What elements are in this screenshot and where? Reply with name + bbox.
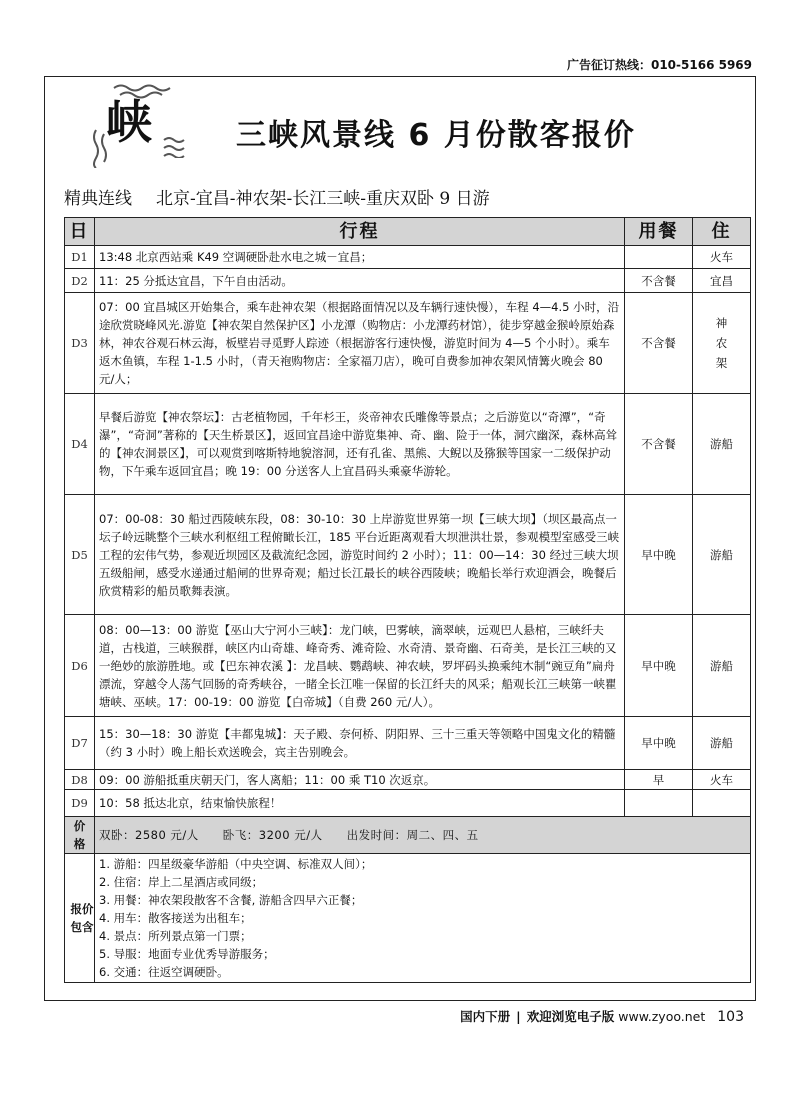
route-subtitle [64,184,490,209]
meal-cell: 早中晚 [625,615,693,717]
page-title: 三峡风景线 6 月份散客报价 [236,118,636,153]
list-item: 5. 导服：地面专业优秀导游服务； [99,947,275,961]
table-header-row [65,218,751,246]
price-sleeper-fly: 卧飞：3200 元/人 [222,828,323,842]
day-cell: D4 [65,394,95,495]
itinerary-cell: 15：30—18：30 游览【丰都鬼城】：天子殿、奈何桥、阴阳界、三十三重天等领略中国鬼文化的精髓（约 3 小时）晚上船长欢送晚会，宾主告别晚会。 [95,717,625,770]
itinerary-cell: 08：00—13：00 游览【巫山大宁河小三峡】：龙门峡，巴雾峡，滴翠峡，远观巴人悬棺，三峡纤夫道，古栈道，三峡猴群，峡区内山奇雄、峰奇秀、滩奇险、水奇清、景奇幽、石奇美，是长江三峡的又一绝妙的旅游胜地。或【巴东神农溪 】：龙昌峡、鹦鹉峡、神农峡，罗坪码头换乘纯木制“豌豆角”扁舟漂流，穿越令人荡气回肠的奇秀峡谷，一睹全长江唯一保留的长江纤夫的风采；船观长江三峡第一峡瞿塘峡、巫峡。17：00-19：00 游览【白帝城】（自费 260 元/人）。 [95,615,625,717]
day-cell: D2 [65,269,95,293]
table-row [65,495,751,615]
list-item: 4. 用车：散客接送为出租车； [99,911,252,925]
itinerary-cell: 09：00 游船抵重庆朝天门，客人离船；11：00 乘 T10 次返京。 [95,770,625,790]
footer-separator: | [516,1009,521,1024]
logo-character: 峡 [106,95,152,149]
stay-cell [693,790,751,817]
day-cell: D7 [65,717,95,770]
meal-cell: 不含餐 [625,394,693,495]
footer-site-link[interactable]: www.zyoo.net [618,1009,706,1024]
notes-row [65,854,751,983]
itinerary-cell: 13:48 北京西站乘 K49 空调硬卧赴水电之城－宜昌； [95,246,625,269]
day-cell: D5 [65,495,95,615]
footer-section: 国内下册 [460,1009,511,1024]
list-item: 2. 住宿：岸上二星酒店或同级； [99,875,264,889]
table-row [65,394,751,495]
meal-cell [625,246,693,269]
list-item: 3. 用餐：神农架段散客不含餐, 游船含四早六正餐； [99,893,363,907]
itinerary-cell: 早餐后游览【神农祭坛】：古老植物园，千年杉王，炎帝神农氏雕像等景点；之后游览以“奇潭”，“奇瀑”，“奇洞”著称的【天生桥景区】，返回宜昌途中游览集神、奇、幽、险于一体，洞穴幽深，森林高耸的【神农洞景区】，可以观赏到喀斯特地貌溶洞，还有孔雀、黑熊、大鲵以及猕猴等国家一二级保护动物，下午乘车返回宜昌；晚 19：00 分送客人上宜昌码头乘豪华游轮。 [95,394,625,495]
page-footer [460,1007,744,1025]
meal-cell: 早中晚 [625,717,693,770]
price-details [95,817,751,854]
logo [92,86,192,172]
wave-ornament-icon [162,134,186,158]
price-row [65,817,751,854]
page-number: 103 [717,1009,744,1025]
itinerary-cell: 07：00-08：30 船过西陵峡东段，08：30-10：30 上岸游览世界第一坝【三峡大坝】（坝区最高点一坛子岭远眺整个三峡水利枢纽工程俯瞰长江，185 平台近距离观看大坝泄洪壮景，参观模型室感受三峡工程的宏伟气势，参观近坝园区及截流纪念园，游览时间约 2 小时）；11：00—14：30 经过三峡大坝五级船闸，感受水递通过船闸的世界奇观；船过长江最长的峡谷西陵峡；晚船长举行欢迎酒会，晚餐后欣赏精彩的船员歌舞表演。 [95,495,625,615]
list-item: 6. 交通：往返空调硬卧。 [99,965,229,979]
notes-label-text: 报价包含 [70,902,94,934]
itinerary-cell: 10：58 抵达北京，结束愉快旅程！ [95,790,625,817]
stay-cell: 宜昌 [693,269,751,293]
meal-cell [625,790,693,817]
ad-hotline: 广告征订热线：010-5166 5969 [566,58,752,72]
price-double-sleeper: 双卧：2580 元/人 [99,828,199,842]
list-item: 1. 游船：四星级豪华游船（中央空调、标准双人间）； [99,857,373,871]
meal-cell: 早 [625,770,693,790]
day-cell: D9 [65,790,95,817]
stay-cell: 游船 [693,394,751,495]
meal-cell: 不含餐 [625,293,693,394]
table-row [65,790,751,817]
list-item: 4. 景点：所列景点第一门票； [99,929,252,943]
stay-cell [693,293,751,394]
meal-cell: 早中晚 [625,495,693,615]
table-row [65,770,751,790]
departure-days: 出发时间：周二、四、五 [346,828,479,842]
day-cell: D6 [65,615,95,717]
wave-ornament-icon [92,128,110,168]
header-stay: 住 [693,218,751,246]
header-day: 日 [65,218,95,246]
route-category: 精典连线 [64,189,132,209]
day-cell: D1 [65,246,95,269]
header-itinerary: 行程 [95,218,625,246]
header-meal: 用餐 [625,218,693,246]
table-row [65,615,751,717]
table-row [65,293,751,394]
table-row [65,717,751,770]
stay-cell: 游船 [693,717,751,770]
itinerary-cell: 11：25 分抵达宜昌，下午自由活动。 [95,269,625,293]
notes-label [65,854,95,983]
stay-vertical-text: 神农架 [715,316,728,370]
meal-cell: 不含餐 [625,269,693,293]
day-cell: D3 [65,293,95,394]
stay-cell: 游船 [693,495,751,615]
itinerary-table [64,217,751,983]
route-name: 北京-宜昌-神农架-长江三峡-重庆双卧 9 日游 [156,189,490,209]
stay-cell: 火车 [693,246,751,269]
day-cell: D8 [65,770,95,790]
stay-cell: 火车 [693,770,751,790]
itinerary-cell: 07：00 宜昌城区开始集合，乘车赴神农架（根据路面情况以及车辆行速快慢），车程 4—4.5 小时，沿途欣赏晓峰风光.游览【神农架自然保护区】小龙潭（购物店：小龙潭药材馆），徒步穿越金猴岭原始森林，神农谷观石林云海，板壁岩寻觅野人踪迹（根据游客行速快慢，游览时间为 4—5 个小时）。乘车返木鱼镇，车程 1-1.5 小时，（青天袍购物店：全家福刀店），晚可自费参加神农架风情篝火晚会 80 元/人； [95,293,625,394]
price-label: 价格 [65,817,95,854]
footer-slogan: 欢迎浏览电子版 [526,1009,615,1024]
table-row [65,246,751,269]
notes-list [95,854,751,983]
table-row [65,269,751,293]
stay-cell: 游船 [693,615,751,717]
